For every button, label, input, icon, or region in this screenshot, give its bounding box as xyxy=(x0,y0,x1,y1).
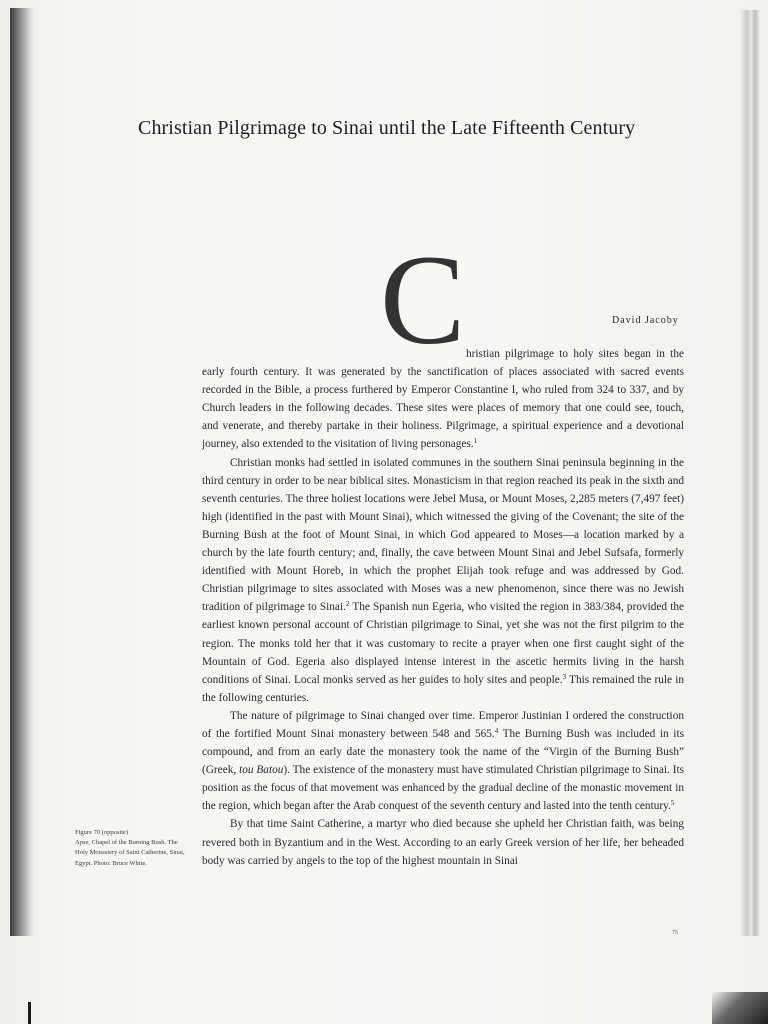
binding-shadow-right xyxy=(740,10,760,936)
drop-cap: C xyxy=(380,229,466,371)
paragraph-4: By that time Saint Catherine, a martyr who died because she upheld her Christian faith, was being revered both in Byzantium and in the West. According to an early Greek version of her life, her beheaded body was carried by angels to the top of the highest mountain in Sinai xyxy=(202,818,684,867)
author-name: David Jacoby xyxy=(612,315,679,326)
caption-label: Figure 70 (opposite) xyxy=(75,829,129,836)
footnote-ref: 3 xyxy=(562,672,567,681)
drop-cap-space xyxy=(202,345,466,363)
paragraph-2: Christian monks had settled in isolated communes in the southern Sinai peninsula beginning in the third century in order to be near biblical sites. Monasticism in that region reached its peak in the sixth and seventh centuries. The three holiest locations were Jebel Musa, or Mount Moses, 2,285 meters (7,497 feet) high (identified in the past with Mount Sinai), which witnessed the giving of the Covenant; the site of the Burning Bush at the foot of Mount Sinai, in which God appeared to Moses—a location marked by a church by the late fourth century; and, finally, the cave between Mount Sinai and Jebel Sufsafa, formerly identified with Mount Horeb, in which the prophet Elijah took refuge and was addressed by God. Christian pilgrimage to sites associated with Moses was a new phenomenon, since there was no Jewish tradition of pilgrimage to Sinai.$^2$ The Spanish nun Egeria, who visited the region in 383/384, provided the earliest known personal account of Christian pilgrimage to Sinai, yet she was not the first pilgrim to the region. The monks told her that it was customary to recite a prayer when one first caught sight of the Mountain of God. Egeria also displayed intense interest in the ascetic hermits living in the harsh conditions of Sinai. Local monks served as her guides to holy sites and people.$^3$ This remained the rule in the following centuries. xyxy=(202,456,684,704)
footnote-ref: 4 xyxy=(494,726,499,735)
chapter-title: Christian Pilgrimage to Sinai until the Late Fifteenth Century xyxy=(138,117,636,139)
caption-text: Apse, Chapel of the Burning Bush. The Holy Monastery of Saint Catherine, Sinai, Egypt. Photo: Bruce White. xyxy=(75,839,185,867)
italic-term: tou Batou xyxy=(239,764,284,777)
paragraph-3: The nature of pilgrimage to Sinai changed over time. Emperor Justinian I ordered the construction of the fortified Mount Sinai monastery between 548 and 565.$^4$ The Burning Bush was included in its compound, and from an early date the monastery took the name of the “Virgin of the Burning Bush” (Greek, tou Batou). The existence of the monastery must have stimulated Christian pilgrimage to Sinai. Its position as the focus of that movement was enhanced by the gradual decline of the monastic movement in the region, which began after the Arab conquest of the seventh century and lasted into the tenth century.$^5$ xyxy=(202,709,684,813)
scan-corner-shadow xyxy=(712,992,768,1024)
paragraph-1: hristian pilgrimage to holy sites began in the early fourth century. It was generated by the sanctification of places associated with sacred events recorded in the Bible, a process furthered by Emperor Constantine I, who ruled from 324 to 337, and by Church leaders in the following decades. These sites were places of memory that one could see, touch, and venerate, and thereby partake in their holiness. Pilgrimage, a spiritual experience and a devotional journey, also extended to the visitation of living personages.$^1$ xyxy=(202,345,684,454)
footnote-ref: 5 xyxy=(670,799,675,808)
figure-caption xyxy=(75,828,185,869)
body-text xyxy=(202,345,684,870)
binding-shadow-left xyxy=(10,8,34,936)
scan-edge-mark xyxy=(28,1002,31,1024)
footnote-ref: 1 xyxy=(473,437,478,446)
footnote-ref: 2 xyxy=(345,600,350,609)
page-number: 75 xyxy=(672,930,678,936)
